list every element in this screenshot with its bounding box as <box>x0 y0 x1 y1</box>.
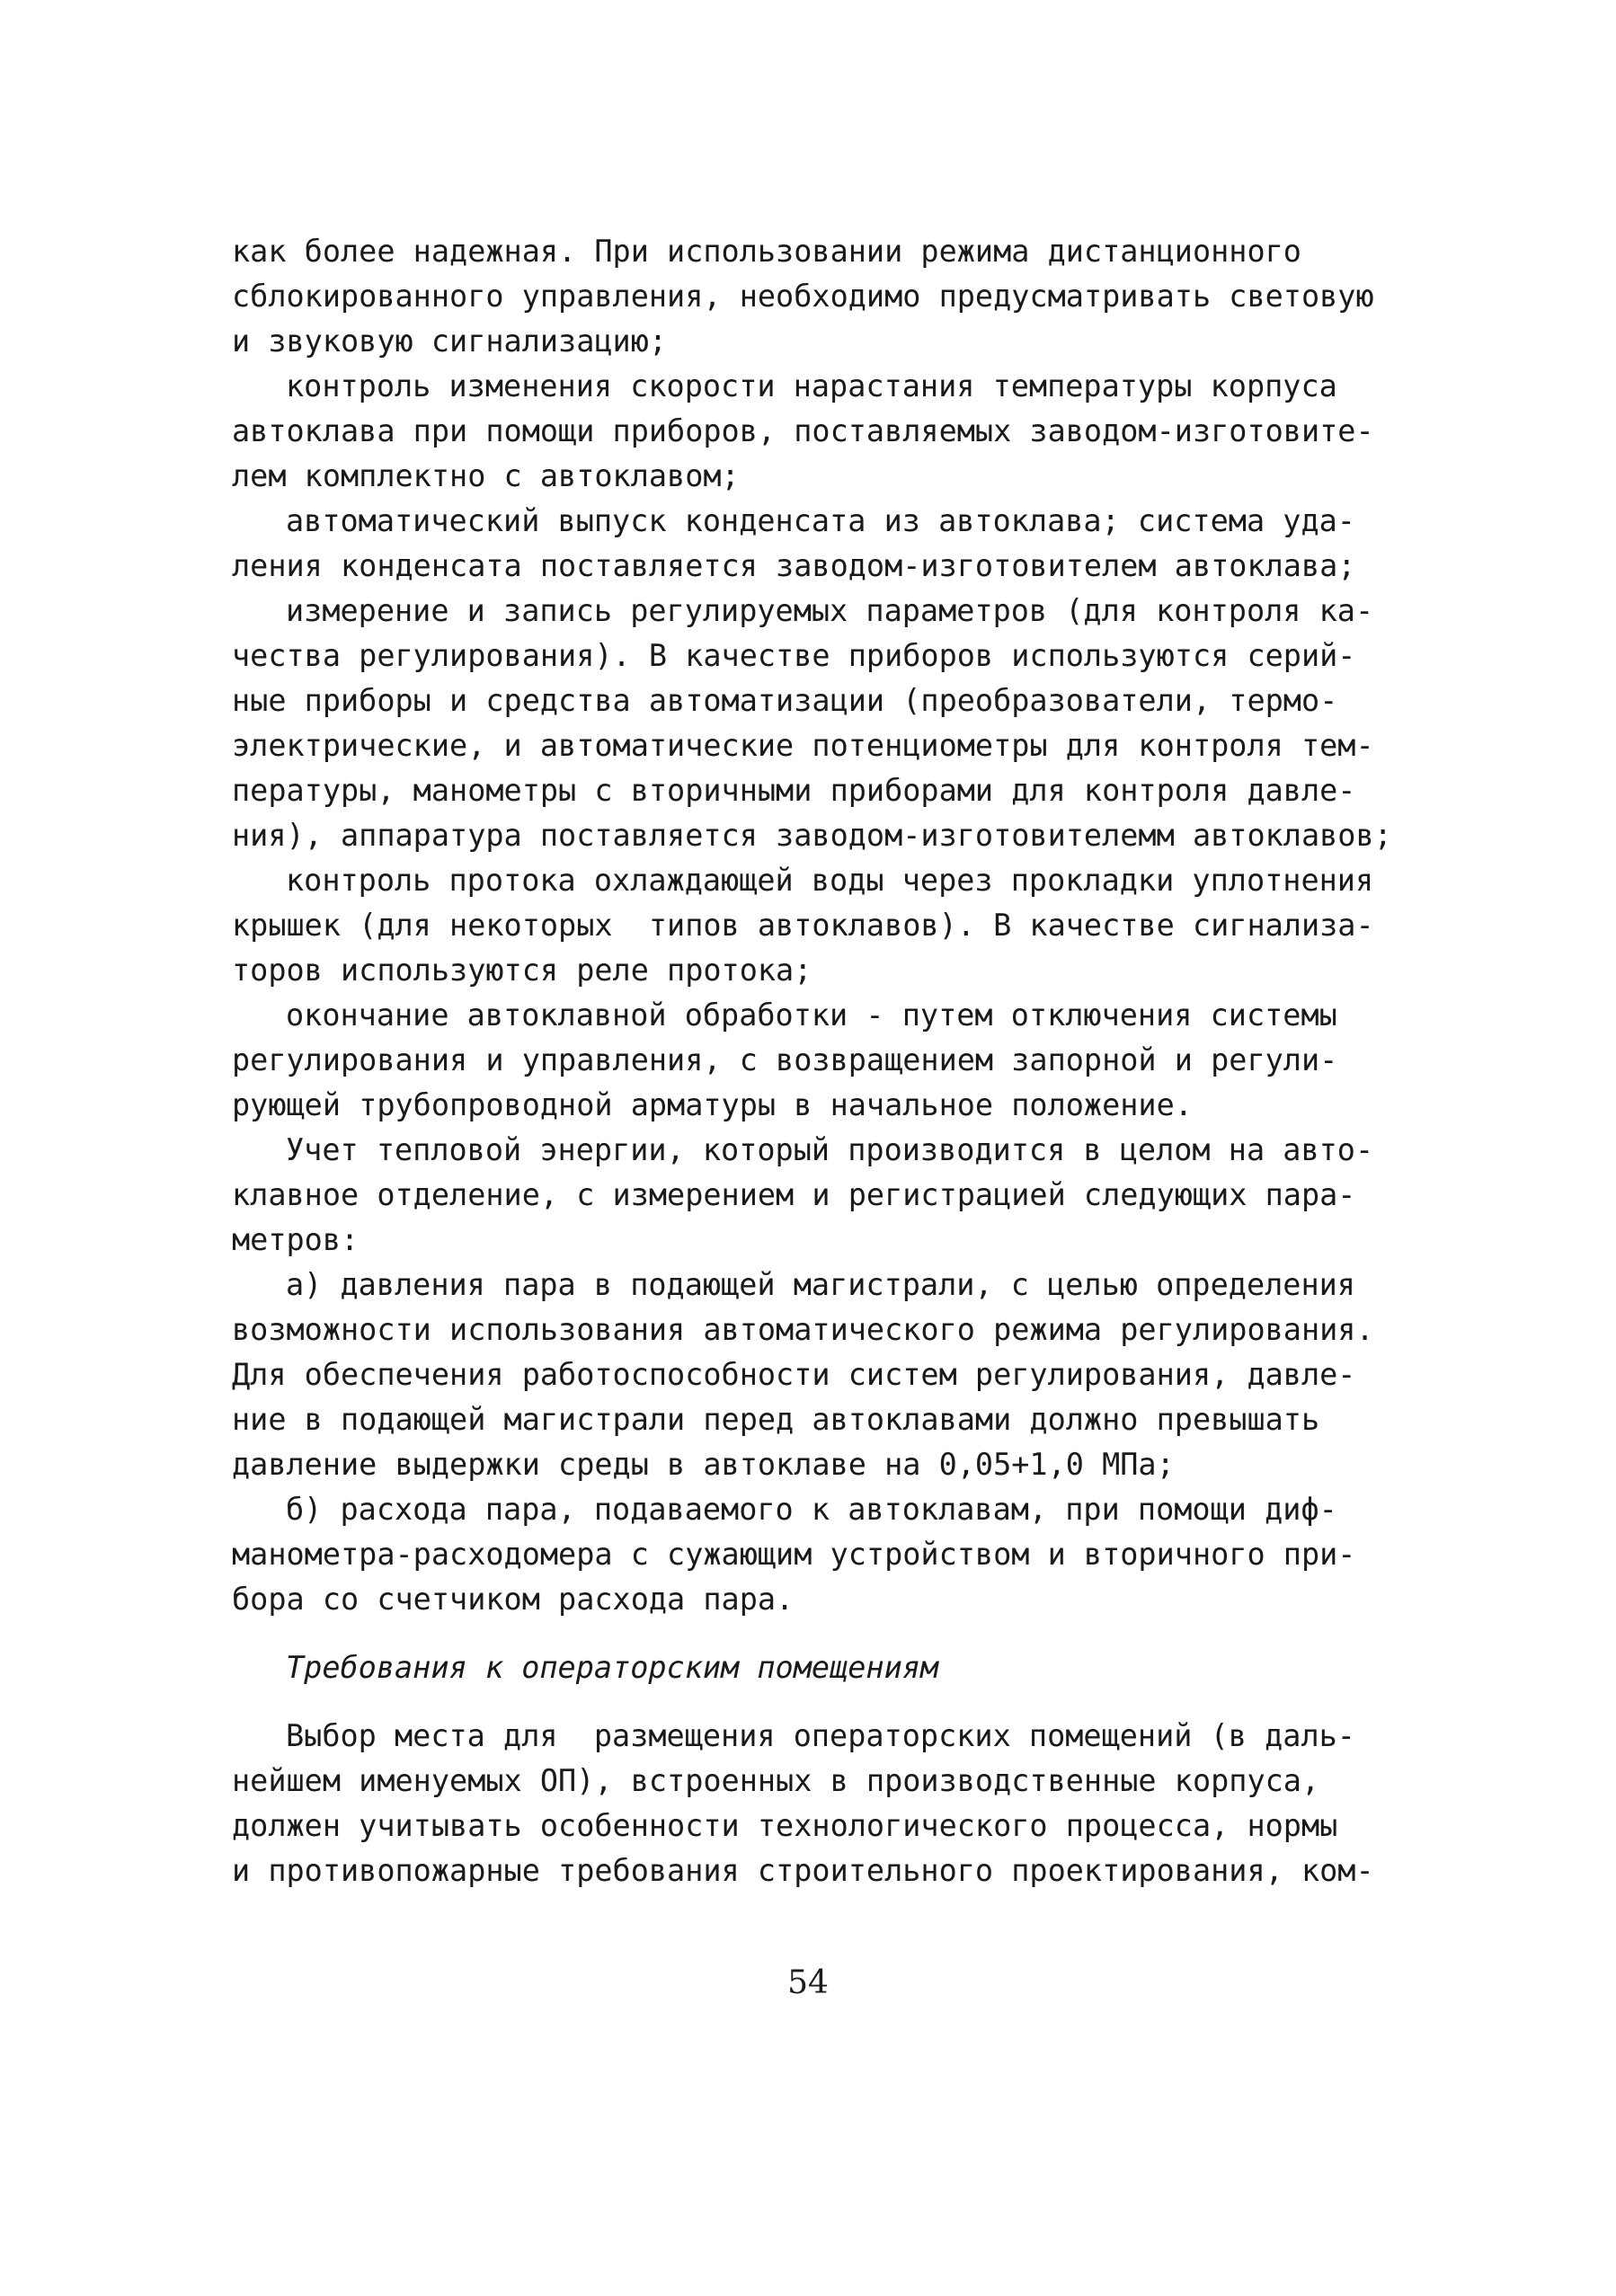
text-line: автоклава при помощи приборов, поставляемых заводом-изготовите- <box>232 413 1374 448</box>
text-line: и звуковую сигнализацию; <box>232 324 668 359</box>
text-line: метров: <box>232 1222 360 1257</box>
text-line: электрические, и автоматические потенциометры для контроля тем- <box>232 728 1374 763</box>
page-number: 54 <box>787 1964 829 2001</box>
text-line: контроль протока охлаждающей воды через прокладки уплотнения <box>286 863 1374 898</box>
text-line: должен учитывать особенности технологического процесса, нормы <box>232 1808 1338 1843</box>
spacer <box>232 1690 1409 1714</box>
text-line: Выбор места для размещения операторских помещений (в даль- <box>286 1718 1355 1753</box>
text-line: б) расхода пара, подаваемого к автоклавам, при помощи диф- <box>286 1492 1337 1527</box>
text-line: лем комплектно с автоклавом; <box>232 458 740 493</box>
text-line: окончание автоклавной обработки - путем отключения системы <box>286 997 1337 1033</box>
text-line: контроль изменения скорости нарастания температуры корпуса <box>286 368 1337 403</box>
text-line: давление выдержки среды в автоклаве на 0,05+1,0 МПа; <box>232 1447 1175 1482</box>
text-line: чества регулирования). В качестве приборов используются серий- <box>232 638 1356 673</box>
text-line: нейшем именуемых ОП), встроенных в производственные корпуса, <box>232 1763 1320 1798</box>
text-line: как более надежная. При использовании режима дистанционного <box>232 234 1301 269</box>
text-line: бора со счетчиком расхода пара. <box>232 1582 795 1617</box>
text-line: регулирования и управления, с возвращением запорной и регули- <box>232 1042 1338 1077</box>
text-line: ние в подающей магистрали перед автоклавами должно превышать <box>232 1402 1320 1437</box>
text-line: рующей трубопроводной арматуры в начальное положение. <box>232 1087 1193 1122</box>
text-line: сблокированного управления, необходимо предусматривать световую <box>232 279 1374 314</box>
text-line: торов используются реле протока; <box>232 953 812 988</box>
text-line: а) давления пара в подающей магистрали, с целью определения <box>286 1267 1355 1302</box>
body-text <box>232 229 1409 1893</box>
text-line: крышек (для некоторых типов автоклавов). В качестве сигнализа- <box>232 908 1374 943</box>
text-line: ния), аппаратура поставляется заводом-изготовителемм автоклавов; <box>232 818 1392 853</box>
text-line: манометра-расходомера с сужающим устройством и вторичного при- <box>232 1537 1356 1572</box>
text-line: возможности использования автоматического режима регулирования. <box>232 1312 1374 1347</box>
text-line: автоматический выпуск конденсата из автоклава; система уда- <box>286 503 1355 538</box>
text-line: пературы, манометры с вторичными приборами для контроля давле- <box>232 773 1356 808</box>
text-line: Учет тепловой энергии, который производится в целом на авто- <box>286 1132 1374 1167</box>
section-heading: Требования к операторским помещениям <box>286 1650 939 1685</box>
text-line: ления конденсата поставляется заводом-изготовителем автоклава; <box>232 548 1356 583</box>
text-line: Для обеспечения работоспособности систем регулирования, давле- <box>232 1357 1356 1392</box>
spacer <box>232 1622 1409 1645</box>
text-line: и противопожарные требования строительного проектирования, ком- <box>232 1853 1374 1888</box>
text-line: клавное отделение, с измерением и регистрацией следующих пара- <box>232 1177 1356 1212</box>
text-line: ные приборы и средства автоматизации (преобразователи, термо- <box>232 683 1338 718</box>
text-line: измерение и запись регулируемых параметров (для контроля ка- <box>286 593 1374 628</box>
